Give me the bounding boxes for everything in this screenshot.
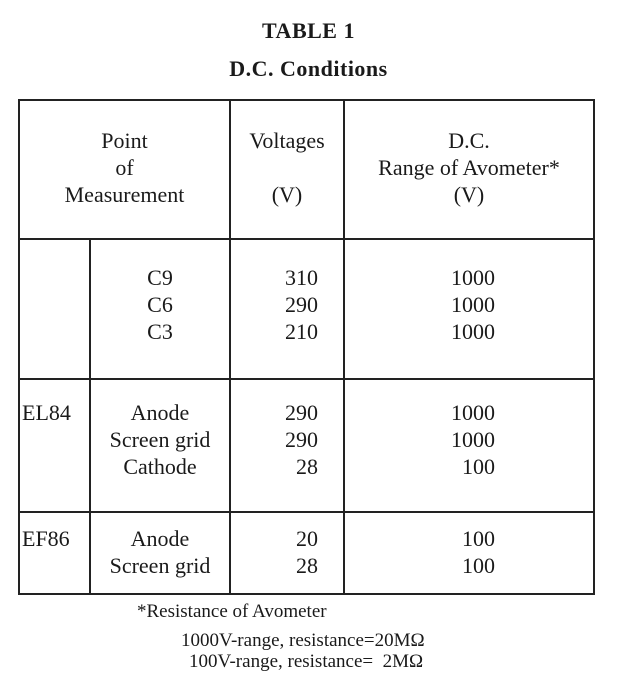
- table-row-range: 100: [462, 526, 495, 551]
- header-point: [20, 127, 229, 208]
- table-row-point: Screen grid: [109, 553, 211, 578]
- group-3-voltages: [231, 525, 318, 579]
- header-range-line-2: Range of Avometer*: [378, 155, 560, 180]
- table-row-range: 1000: [451, 427, 495, 452]
- table-row-point: Anode: [130, 526, 190, 551]
- table-row-voltage: 20: [296, 526, 318, 551]
- group-divider-1: [20, 378, 593, 380]
- table-row-voltage: 28: [296, 454, 318, 479]
- group-1-voltages: [231, 264, 318, 345]
- header-point-line-3: Measurement: [64, 182, 185, 207]
- group-3-ranges: [345, 525, 495, 579]
- header-divider: [20, 238, 593, 240]
- group-2-points: [91, 399, 229, 480]
- group-2-voltages: [231, 399, 318, 480]
- table-row-range: 100: [462, 454, 495, 479]
- table-row-point: Anode: [130, 400, 190, 425]
- tube-label-ef86: EF86: [22, 526, 70, 551]
- header-point-line-1: Point: [101, 128, 148, 153]
- table-row-range: 1000: [451, 265, 495, 290]
- table-row-voltage: 290: [285, 427, 318, 452]
- header-voltages-unit: (V): [271, 182, 303, 207]
- table-row-range: 1000: [451, 319, 495, 344]
- table-row-voltage: 290: [285, 400, 318, 425]
- footnote-title: *Resistance of Avometer: [137, 601, 327, 622]
- table-subtitle: D.C. Conditions: [229, 56, 388, 81]
- group-divider-2: [20, 511, 593, 513]
- table-title: TABLE 1: [262, 18, 355, 43]
- header-range-unit: (V): [453, 182, 485, 207]
- header-range: [345, 127, 593, 208]
- table-row-voltage: 310: [285, 265, 318, 290]
- group-1-points: [91, 264, 229, 345]
- header-range-line-1: D.C.: [448, 128, 490, 153]
- footnote-line-2: 100V-range, resistance= 2MΩ: [189, 651, 424, 672]
- table-row-voltage: 28: [296, 553, 318, 578]
- tube-label-el84: EL84: [22, 400, 71, 425]
- table-row-point: C9: [147, 265, 173, 290]
- table-row-range: 1000: [451, 400, 495, 425]
- group-1-ranges: [345, 264, 495, 345]
- header-voltages: [231, 127, 343, 208]
- table-row-voltage: 210: [285, 319, 318, 344]
- table-row-range: 1000: [451, 292, 495, 317]
- footnote-line-1: 1000V-range, resistance=20MΩ: [181, 630, 425, 651]
- table-row-voltage: 290: [285, 292, 318, 317]
- table-row-point: C3: [147, 319, 173, 344]
- table-row-point: C6: [147, 292, 173, 317]
- table-row-point: Screen grid: [109, 427, 211, 452]
- table-row-point: Cathode: [123, 454, 197, 479]
- dc-conditions-table: [18, 99, 595, 595]
- header-voltages-label: Voltages: [249, 128, 325, 153]
- table-row-range: 100: [462, 553, 495, 578]
- group-3-points: [91, 525, 229, 579]
- group-2-ranges: [345, 399, 495, 480]
- header-point-line-2: of: [115, 155, 134, 180]
